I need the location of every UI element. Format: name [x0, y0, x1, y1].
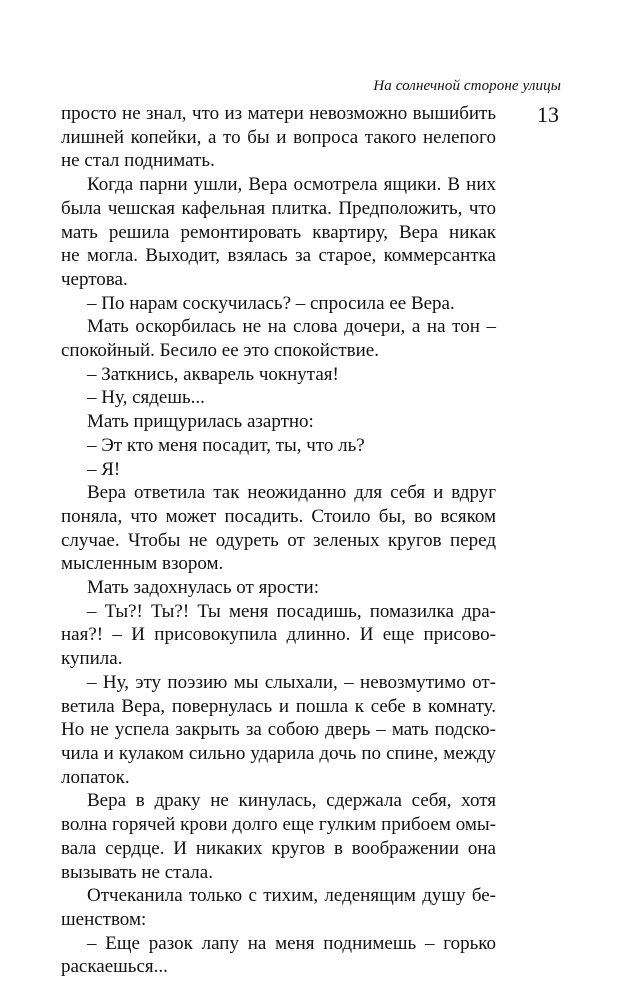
paragraph: [61, 600, 496, 671]
text-line: ветила Вера, повернулась и пошла к себе в комнату.: [61, 695, 496, 717]
text-line: Мать оскорбилась не на слова дочери, а на тон –: [87, 316, 496, 338]
text-line: чила и кулаком сильно ударила дочь по спине, между: [61, 742, 496, 764]
paragraph: [61, 671, 496, 790]
paragraph: [61, 884, 496, 931]
text-line: мать решила ремонтировать квартиру, Вера никак: [61, 221, 496, 243]
paragraph: [61, 481, 496, 576]
paragraph: [61, 458, 496, 482]
text-line: лишней копейки, а то бы и вопроса такого нелепого: [61, 126, 496, 148]
text-line: поняла, что может посадить. Стоило бы, во всяком: [61, 505, 496, 527]
text-line: Но не успела закрыть за собою дверь – мать подско-: [61, 719, 496, 741]
paragraph: [61, 315, 496, 362]
text-line: – Ну, эту поэзию мы слыхали, – невозмутимо от-: [87, 671, 496, 693]
text-line: случае. Чтобы не одуреть от зеленых кругов перед: [61, 529, 496, 551]
text-line: – Эт кто меня посадит, ты, что ль?: [87, 434, 365, 456]
text-line: Когда парни ушли, Вера осмотрела ящики. В них: [87, 174, 496, 196]
text-line: не могла. Выходит, взялась за старое, коммерсантка: [61, 245, 496, 267]
text-line: мысленным взором.: [61, 553, 224, 575]
paragraph: [61, 386, 496, 410]
text-line: – По нарам соскучилась? – спросила ее Вера.: [87, 292, 455, 314]
text-line: ная?! – И присовокупила длинно. И еще присово-: [61, 624, 496, 646]
paragraph: [61, 173, 496, 292]
text-line: волна горячей крови долго еще гулким прибоем омы-: [61, 814, 496, 836]
text-line: – Еще разок лапу на меня поднимешь – горько: [87, 932, 496, 954]
text-line: раскаешься...: [61, 956, 168, 978]
page-number: 13: [537, 102, 559, 127]
text-line: купила.: [61, 648, 123, 670]
text-line: лопаток.: [61, 766, 130, 788]
text-line: – Ну, сядешь...: [87, 387, 205, 409]
text-line: просто не знал, что из матери невозможно вышибить: [61, 103, 496, 124]
paragraph: [61, 789, 496, 884]
paragraph: [61, 363, 496, 387]
text-line: – Заткнись, акварель чокнутая!: [87, 363, 339, 385]
text-line: Вера ответила так неожиданно для себя и вдруг: [87, 482, 496, 504]
paragraph: [61, 292, 496, 316]
paragraph: [61, 102, 496, 173]
text-line: Отчеканила только с тихим, леденящим душу бе-: [87, 885, 496, 907]
text-line: Мать задохнулась от ярости:: [87, 577, 319, 599]
text-line: спокойный. Бесило ее это спокойствие.: [61, 340, 379, 362]
text-line: – Я!: [87, 458, 121, 480]
paragraph: [61, 434, 496, 458]
paragraph: [61, 576, 496, 600]
running-head: На солнечной стороне улицы: [373, 78, 561, 94]
text-line: Мать прищурилась азартно:: [87, 411, 314, 433]
paragraph: [61, 932, 496, 979]
text-line: – Ты?! Ты?! Ты меня посадишь, помазилка дра-: [87, 600, 496, 622]
paragraph: [61, 410, 496, 434]
text-line: вала сердце. И никаких кругов в воображении она: [61, 837, 496, 859]
text-line: не стал поднимать.: [61, 150, 215, 172]
text-line: Вера в драку не кинулась, сдержала себя, хотя: [87, 790, 496, 812]
text-line: шенством:: [61, 908, 147, 930]
body-text: [61, 102, 496, 979]
text-line: вызывать не стала.: [61, 861, 213, 883]
text-line: была чешская кафельная плитка. Предположить, что: [61, 197, 496, 219]
text-line: чертова.: [61, 268, 128, 290]
